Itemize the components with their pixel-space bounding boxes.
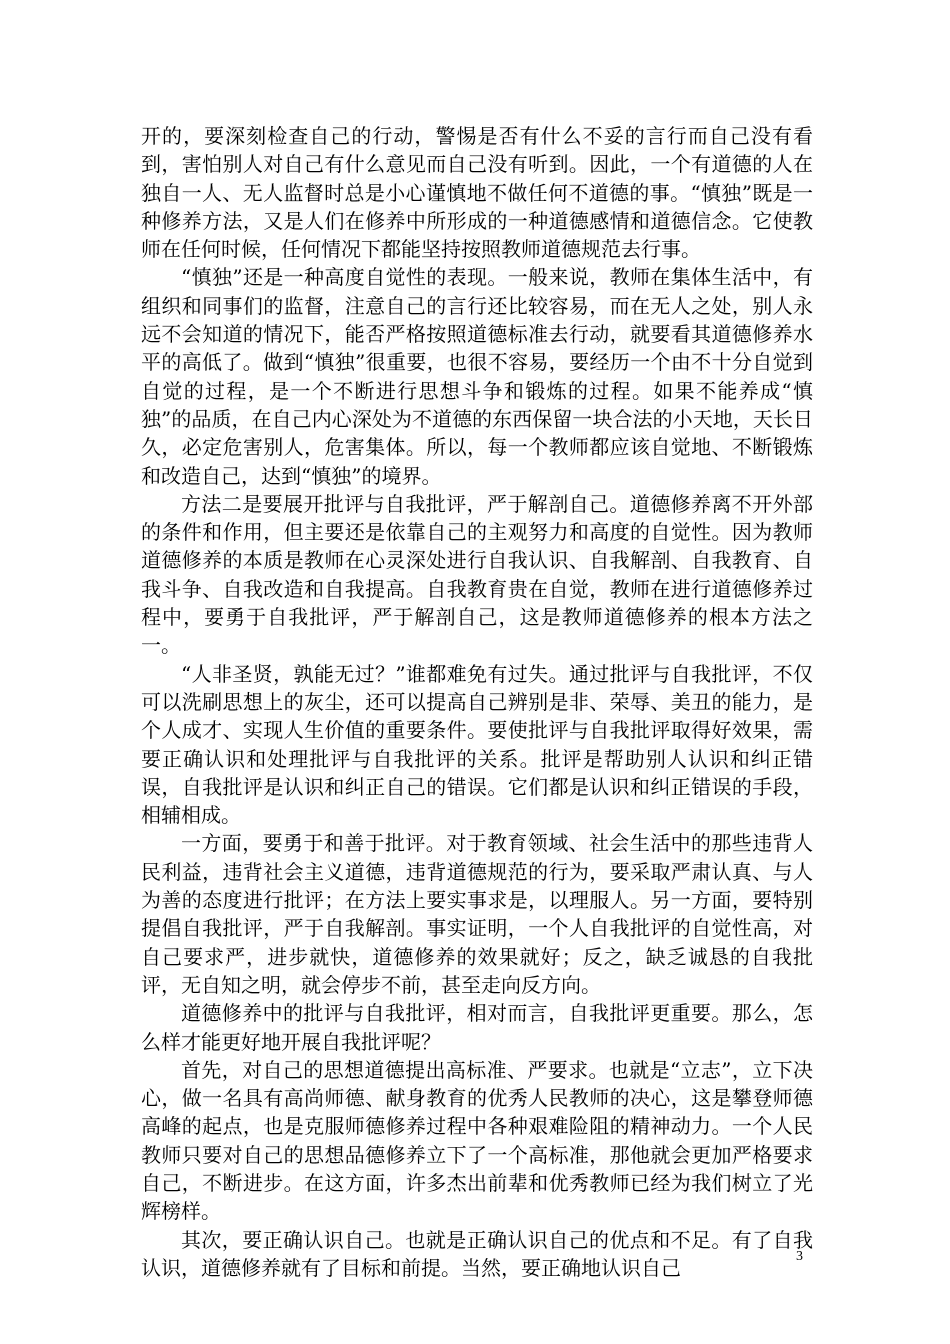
paragraph: 方法二是要展开批评与自我批评，严于解剖自己。道德修养离不开外部的条件和作用，但主要还是依靠自己的主观努力和高度的自觉性。因为教师道德修养的本质是教师在心灵深处进行自我认识、自我解剖、自我教育、自我斗争、自我改造和自我提高。自我教育贵在自觉，教师在进行道德修养过程中，要勇于自我批评，严于解剖自己，这是教师道德修养的根本方法之一。 [141,491,813,658]
paragraph: 首先，对自己的思想道德提出高标准、严要求。也就是“立志”，立下决心，做一名具有高尚师德、献身教育的优秀人民教师的决心，这是攀登师德高峰的起点，也是克服师德修养过程中各种艰难险阻的精神动力。一个人民教师只要对自己的思想品德修养立下了一个高标准，那他就会更加严格要求自己，不断进步。在这方面，许多杰出前辈和优秀教师已经为我们树立了光辉榜样。 [141,1057,813,1224]
paragraph: 一方面，要勇于和善于批评。对于教育领域、社会生活中的那些违背人民利益，违背社会主义道德，违背道德规范的行为，要采取严肃认真、与人为善的态度进行批评；在方法上要实事求是，以理服人。另一方面，要特别提倡自我批评，严于自我解剖。事实证明，一个人自我批评的自觉性高，对自己要求严，进步就快，道德修养的效果就好；反之，缺乏诚恳的自我批评，无自知之明，就会停步不前，甚至走向反方向。 [141,831,813,997]
page-number: 3 [796,1249,803,1264]
paragraph: “人非圣贤，孰能无过？”谁都难免有过失。通过批评与自我批评，不仅可以洗刷思想上的灰尘，还可以提高自己辨别是非、荣辱、美丑的能力，是个人成才、实现人生价值的重要条件。要使批评与自我批评取得好效果，需要正确认识和处理批评与自我批评的关系。批评是帮助别人认识和纠正错误，自我批评是认识和纠正自己的错误。它们都是认识和纠正错误的手段，相辅相成。 [141,661,813,828]
body-text [141,122,813,1282]
paragraph: 其次，要正确认识自己。也就是正确认识自己的优点和不足。有了自我认识，道德修养就有了目标和前提。当然，要正确地认识自己 [141,1227,813,1280]
paragraph: 道德修养中的批评与自我批评，相对而言，自我批评更重要。那么，怎么样才能更好地开展自我批评呢？ [141,1001,813,1054]
paragraph: “慎独”还是一种高度自觉性的表现。一般来说，教师在集体生活中，有组织和同事们的监督，注意自己的言行还比较容易，而在无人之处，别人永远不会知道的情况下，能否严格按照道德标准去行动，就要看其道德修养水平的高低了。做到“慎独”很重要，也很不容易，要经历一个由不十分自觉到自觉的过程，是一个不断进行思想斗争和锻炼的过程。如果不能养成“慎独”的品质，在自己内心深处为不道德的东西保留一块合法的小天地，天长日久，必定危害别人，危害集体。所以，每一个教师都应该自觉地、不断锻炼和改造自己，达到“慎独”的境界。 [141,265,813,488]
paragraph: 开的，要深刻检查自己的行动，警惕是否有什么不妥的言行而自己没有看到，害怕别人对自己有什么意见而自己没有听到。因此，一个有道德的人在独自一人、无人监督时总是小心谨慎地不做任何不道德的事。“慎独”既是一种修养方法，又是人们在修养中所形成的一种道德感情和道德信念。它使教师在任何时候，任何情况下都能坚持按照教师道德规范去行事。 [141,124,813,262]
